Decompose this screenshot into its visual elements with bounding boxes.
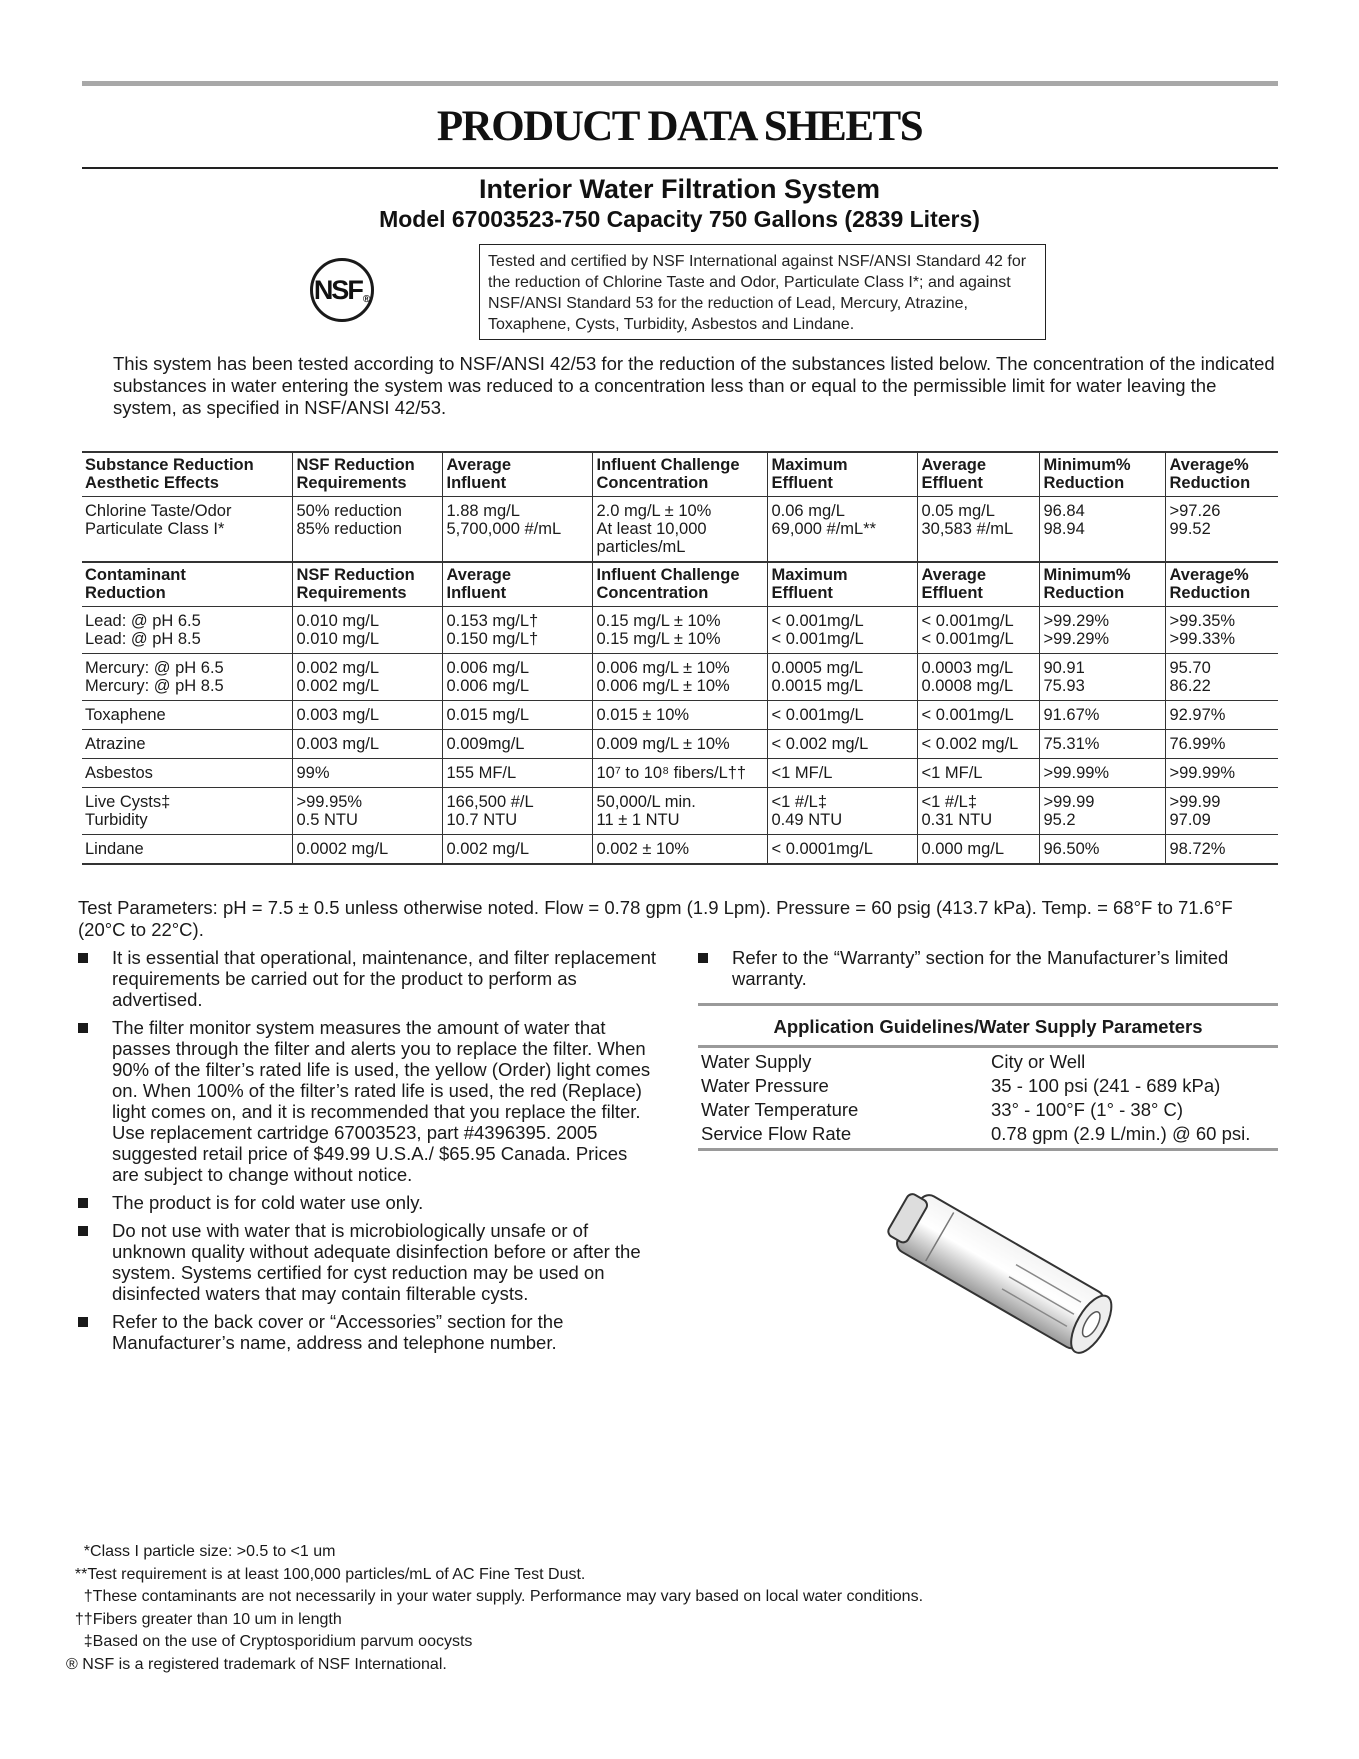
- table-cell: 0.015 mg/L: [442, 701, 592, 730]
- bullet-square-icon: [698, 953, 708, 963]
- table-cell: Maximum Effluent: [767, 562, 917, 607]
- footnote: **Test requirement is at least 100,000 particles/mL of AC Fine Test Dust.: [66, 1565, 586, 1583]
- table-cell: <1 #/L‡ 0.31 NTU: [917, 788, 1039, 835]
- list-item: Refer to the back cover or “Accessories” section for the Manufacturer’s name, address and telephone number.: [78, 1311, 658, 1353]
- table-cell: Lindane: [82, 835, 292, 865]
- product-subtitle: Interior Water Filtration System: [478, 174, 881, 204]
- table-cell: Average% Reduction: [1165, 452, 1278, 497]
- table-cell: >99.99%: [1039, 759, 1165, 788]
- application-rule: [698, 1003, 1278, 1006]
- table-cell: < 0.0001mg/L: [767, 835, 917, 865]
- table-cell: 0.009 mg/L ± 10%: [592, 730, 767, 759]
- table-cell: Minimum% Reduction: [1039, 562, 1165, 607]
- table-cell: 92.97%: [1165, 701, 1278, 730]
- table-cell: <1 MF/L: [917, 759, 1039, 788]
- table-row: [82, 759, 1278, 788]
- application-title: Application Guidelines/Water Supply Parameters: [773, 1016, 1203, 1037]
- table-cell: 0.0005 mg/L 0.0015 mg/L: [767, 654, 917, 701]
- table-cell: >97.26 99.52: [1165, 497, 1278, 563]
- table-cell: 0.006 mg/L 0.006 mg/L: [442, 654, 592, 701]
- table-cell: 0.002 mg/L: [442, 835, 592, 865]
- table-cell: 50% reduction 85% reduction: [292, 497, 442, 563]
- page-title: PRODUCT DATA SHEETS: [436, 103, 923, 150]
- table-cell: 0.003 mg/L: [292, 730, 442, 759]
- table-cell: < 0.001mg/L: [767, 701, 917, 730]
- application-row: Water Supply City or Well: [701, 1051, 1086, 1072]
- table-cell: 2.0 mg/L ± 10% At least 10,000 particles/mL: [592, 497, 767, 563]
- table-cell: 99%: [292, 759, 442, 788]
- table-cell: Average Influent: [442, 562, 592, 607]
- table-cell: Average Effluent: [917, 562, 1039, 607]
- table-cell: Chlorine Taste/Odor Particulate Class I*: [82, 497, 292, 563]
- table-cell: 10⁷ to 10⁸ fibers/L††: [592, 759, 767, 788]
- table-cell: 0.000 mg/L: [917, 835, 1039, 865]
- table-cell: 0.0002 mg/L: [292, 835, 442, 865]
- footnote: *Class I particle size: >0.5 to <1 um: [66, 1543, 336, 1560]
- table-cell: 75.31%: [1039, 730, 1165, 759]
- title-rule: [82, 167, 1278, 169]
- table-cell: 95.70 86.22: [1165, 654, 1278, 701]
- table-cell: 0.153 mg/L† 0.150 mg/L†: [442, 607, 592, 654]
- table-row: [82, 701, 1278, 730]
- table-cell: 0.002 ± 10%: [592, 835, 767, 865]
- table-cell: Influent Challenge Concentration: [592, 452, 767, 497]
- table-cell: NSF Reduction Requirements: [292, 452, 442, 497]
- table-cell: Substance Reduction Aesthetic Effects: [82, 452, 292, 497]
- table-cell: >99.99 95.2: [1039, 788, 1165, 835]
- filter-cartridge-image: [860, 1175, 1160, 1375]
- application-row: Water Temperature 33° - 100°F (1° - 38° C): [701, 1099, 1184, 1120]
- table-cell: Contaminant Reduction: [82, 562, 292, 607]
- warranty-bullet: Refer to the “Warranty” section for the Manufacturer’s limited warranty.: [698, 947, 1288, 989]
- bullet-square-icon: [78, 1317, 88, 1327]
- top-rule: [82, 81, 1278, 86]
- table-cell: 0.05 mg/L 30,583 #/mL: [917, 497, 1039, 563]
- table-cell: Maximum Effluent: [767, 452, 917, 497]
- table-cell: NSF Reduction Requirements: [292, 562, 442, 607]
- table-cell: < 0.002 mg/L: [917, 730, 1039, 759]
- table-cell: Toxaphene: [82, 701, 292, 730]
- bullet-square-icon: [78, 1023, 88, 1033]
- table-cell: 98.72%: [1165, 835, 1278, 865]
- bullet-square-icon: [78, 1226, 88, 1236]
- table-cell: 0.0003 mg/L 0.0008 mg/L: [917, 654, 1039, 701]
- table-cell: Average Influent: [442, 452, 592, 497]
- bullet-list: [78, 947, 658, 1360]
- footnote: ††Fibers greater than 10 um in length: [66, 1610, 342, 1628]
- application-row: Service Flow Rate 0.78 gpm (2.9 L/min.) @ 60 psi.: [701, 1123, 1251, 1144]
- application-rule: [698, 1045, 1278, 1048]
- bullet-square-icon: [78, 1198, 88, 1208]
- table-cell: 0.15 mg/L ± 10% 0.15 mg/L ± 10%: [592, 607, 767, 654]
- table-cell: Average% Reduction: [1165, 562, 1278, 607]
- intro-paragraph: This system has been tested according to NSF/ANSI 42/53 for the reduction of the substances listed below. The concentration of the indicated substances in water entering the system was reduced to a concentration less than or equal to the permissible limit for water leaving the system, as specified in NSF/ANSI 42/53.: [113, 353, 1275, 418]
- application-row: Water Pressure 35 - 100 psi (241 - 689 kPa): [701, 1075, 1221, 1096]
- table-cell: Atrazine: [82, 730, 292, 759]
- table-row: [82, 497, 1278, 563]
- table-cell: 155 MF/L: [442, 759, 592, 788]
- bullet-square-icon: [78, 953, 88, 963]
- table-cell: 1.88 mg/L 5,700,000 #/mL: [442, 497, 592, 563]
- table-cell: 0.06 mg/L 69,000 #/mL**: [767, 497, 917, 563]
- table-cell: 0.003 mg/L: [292, 701, 442, 730]
- table-cell: Influent Challenge Concentration: [592, 562, 767, 607]
- application-table: [701, 1050, 1281, 1146]
- list-item: The product is for cold water use only.: [78, 1192, 658, 1213]
- table-cell: 76.99%: [1165, 730, 1278, 759]
- table-cell: 0.010 mg/L 0.010 mg/L: [292, 607, 442, 654]
- table-cell: Minimum% Reduction: [1039, 452, 1165, 497]
- table-row: [82, 730, 1278, 759]
- table-cell: 96.84 98.94: [1039, 497, 1165, 563]
- table-cell: < 0.001mg/L < 0.001mg/L: [767, 607, 917, 654]
- table-cell: <1 MF/L: [767, 759, 917, 788]
- table-cell: >99.29% >99.29%: [1039, 607, 1165, 654]
- table-cell: Average Effluent: [917, 452, 1039, 497]
- table-cell: >99.35% >99.33%: [1165, 607, 1278, 654]
- table-row: [82, 654, 1278, 701]
- table-cell: 90.91 75.93: [1039, 654, 1165, 701]
- table-cell: 96.50%: [1039, 835, 1165, 865]
- table-cell: 91.67%: [1039, 701, 1165, 730]
- footnote: †These contaminants are not necessarily in your water supply. Performance may vary based on local water conditions.: [66, 1588, 924, 1605]
- footnotes: [66, 1541, 1166, 1676]
- list-item: Do not use with water that is microbiologically unsafe or of unknown quality without adequate disinfection before or after the system. Systems certified for cyst reduction may be used on disinfected waters that may contain filterable cysts.: [78, 1220, 658, 1304]
- table-cell: < 0.001mg/L: [917, 701, 1039, 730]
- table-cell: < 0.002 mg/L: [767, 730, 917, 759]
- table-cell: Mercury: @ pH 6.5 Mercury: @ pH 8.5: [82, 654, 292, 701]
- table-header-row: [82, 562, 1278, 607]
- table-cell: >99.99%: [1165, 759, 1278, 788]
- table-cell: 0.015 ± 10%: [592, 701, 767, 730]
- table-row: [82, 835, 1278, 865]
- table-cell: Lead: @ pH 6.5 Lead: @ pH 8.5: [82, 607, 292, 654]
- table-cell: Asbestos: [82, 759, 292, 788]
- test-parameters: Test Parameters: pH = 7.5 ± 0.5 unless otherwise noted. Flow = 0.78 gpm (1.9 Lpm). Pressure = 60 psig (413.7 kPa). Temp. = 68°F to 71.6°F (20°C to 22°C).: [78, 897, 1233, 940]
- list-item: It is essential that operational, maintenance, and filter replacement requirements be carried out for the product to perform as advertised.: [78, 947, 658, 1010]
- table-row: [82, 788, 1278, 835]
- table-cell: >99.99 97.09: [1165, 788, 1278, 835]
- certification-box: Tested and certified by NSF International against NSF/ANSI Standard 42 for the reduction of Chlorine Taste and Odor, Particulate Class I*; and against NSF/ANSI Standard 53 for the reduction of Lead, Mercury, Atrazine, Toxaphene, Cysts, Turbidity, Asbestos and Lindane.: [479, 244, 1046, 340]
- table-header-row: [82, 452, 1278, 497]
- table-cell: 50,000/L min. 11 ± 1 NTU: [592, 788, 767, 835]
- nsf-logo-icon: NSF ®: [310, 258, 374, 322]
- table-cell: Live Cysts‡ Turbidity: [82, 788, 292, 835]
- table-cell: 0.002 mg/L 0.002 mg/L: [292, 654, 442, 701]
- footnote: ‡Based on the use of Cryptosporidium parvum oocysts: [66, 1633, 473, 1650]
- table-row: [82, 607, 1278, 654]
- table-cell: 0.009mg/L: [442, 730, 592, 759]
- table-cell: 166,500 #/L 10.7 NTU: [442, 788, 592, 835]
- table-cell: >99.95% 0.5 NTU: [292, 788, 442, 835]
- footnote: ® NSF is a registered trademark of NSF International.: [66, 1655, 447, 1673]
- model-line: Model 67003523-750 Capacity 750 Gallons (2839 Liters): [379, 206, 980, 232]
- table-cell: < 0.001mg/L < 0.001mg/L: [917, 607, 1039, 654]
- table-cell: 0.006 mg/L ± 10% 0.006 mg/L ± 10%: [592, 654, 767, 701]
- table-cell: <1 #/L‡ 0.49 NTU: [767, 788, 917, 835]
- application-rule: [698, 1148, 1278, 1151]
- list-item: The filter monitor system measures the amount of water that passes through the filter and alerts you to replace the filter. When 90% of the filter’s rated life is used, the yellow (Order) light comes on. When 100% of the filter’s rated life is used, the red (Replace) light comes on, and it is recommended that you replace the filter. Use replacement cartridge 67003523, part #4396395. 2005 suggested retail price of $49.99 U.S.A./ $65.95 Canada. Prices are subject to change without notice.: [78, 1017, 658, 1185]
- reduction-table: [82, 451, 1278, 865]
